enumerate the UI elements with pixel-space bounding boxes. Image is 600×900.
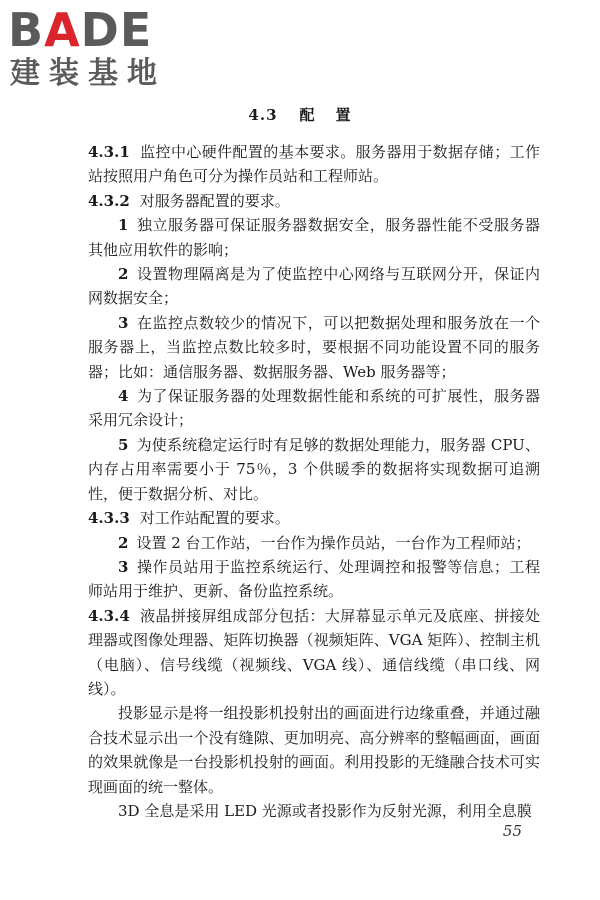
section-title-part1: 配 [299, 106, 316, 124]
item-number: 3 [118, 313, 129, 332]
body-paragraph: 投影显示是将一组投影机投射出的画面进行边缘重叠，并通过融合技术显示出一个没有缝隙、更加明亮、高分辨率的整幅画面，画面的效果就像是一台投影机投射的画面。利用投影的无缝融合技术可实现画面的统一整体。 [88, 704, 540, 796]
list-item [88, 213, 540, 262]
clause-4-3-3 [88, 506, 540, 530]
logo-letter-a: A [44, 3, 81, 57]
item-text: 操作员站用于监控系统运行、处理调控和报警等信息；工程师站用于维护、更新、备份监控系统。 [88, 557, 540, 601]
section-heading [0, 104, 600, 125]
item-number: 3 [118, 557, 129, 576]
section-number: 4.3 [248, 106, 278, 124]
list-item [88, 262, 540, 311]
logo-letter-b: B [8, 3, 45, 57]
logo-subtitle: 建装基地 [10, 56, 166, 91]
item-text: 为了保证服务器的处理数据性能和系统的可扩展性，服务器采用冗余设计； [88, 387, 540, 430]
list-item [88, 433, 540, 506]
item-number: 5 [118, 435, 129, 454]
clause-text: 对工作站配置的要求。 [139, 509, 290, 528]
clause-number: 4.3.1 [88, 143, 130, 161]
list-item [88, 311, 540, 384]
item-text: 在监控点数较少的情况下，可以把数据处理和服务放在一个服务器上，当监控点数比较多时，要根据不同功能设置不同的服务器；比如：通信服务器、数据服务器、Web 服务器等； [88, 313, 540, 381]
clause-number: 4.3.2 [88, 191, 130, 210]
clause-text: 液晶拼接屏组成部分包括：大屏幕显示单元及底座、拼接处理器或图像处理器、矩阵切换器（视频矩阵、VGA 矩阵）、控制主机（电脑）、信号线缆（视频线、VGA 线）、通信线缆（串口线、网线）。 [88, 606, 540, 698]
body-paragraph: 3D 全息是采用 LED 光源或者投影作为反射光源，利用全息膜 [118, 801, 532, 820]
bade-logo [8, 4, 180, 96]
clause-number: 4.3.4 [88, 606, 130, 625]
item-text: 独立服务器可保证服务器数据安全，服务器性能不受服务器其他应用软件的影响； [88, 216, 540, 259]
clause-4-3-2 [88, 189, 540, 213]
item-text: 设置物理隔离是为了使监控中心网络与互联网分开，保证内网数据安全； [88, 265, 540, 308]
item-number: 2 [118, 533, 129, 552]
clause-4-3-4 [88, 604, 540, 702]
clause-number: 4.3.3 [88, 509, 130, 528]
item-number: 4 [118, 387, 129, 406]
item-number: 1 [118, 216, 129, 235]
page-number: 55 [502, 822, 522, 840]
clause-4-3-1 [88, 140, 540, 189]
list-item [88, 384, 540, 433]
logo-letters-de: DE [80, 3, 153, 57]
logo-wordmark [8, 4, 152, 56]
list-item [88, 555, 540, 604]
list-item [88, 531, 540, 555]
section-title-part2: 置 [335, 106, 352, 124]
item-text: 设置 2 台工作站，一台作为操作员站，一台作为工程师站； [136, 533, 531, 552]
item-number: 2 [118, 265, 129, 284]
clause-text: 对服务器配置的要求。 [139, 191, 290, 210]
document-body [88, 140, 540, 823]
item-text: 为使系统稳定运行时有足够的数据处理能力，服务器 CPU、内存占用率需要小于 75％，3 个供暖季的数据将实现数据可追溯性，便于数据分析、对比。 [88, 435, 540, 503]
clause-text: 监控中心硬件配置的基本要求。服务器用于数据存储；工作站按照用户角色可分为操作员站和工程师站。 [88, 143, 540, 186]
